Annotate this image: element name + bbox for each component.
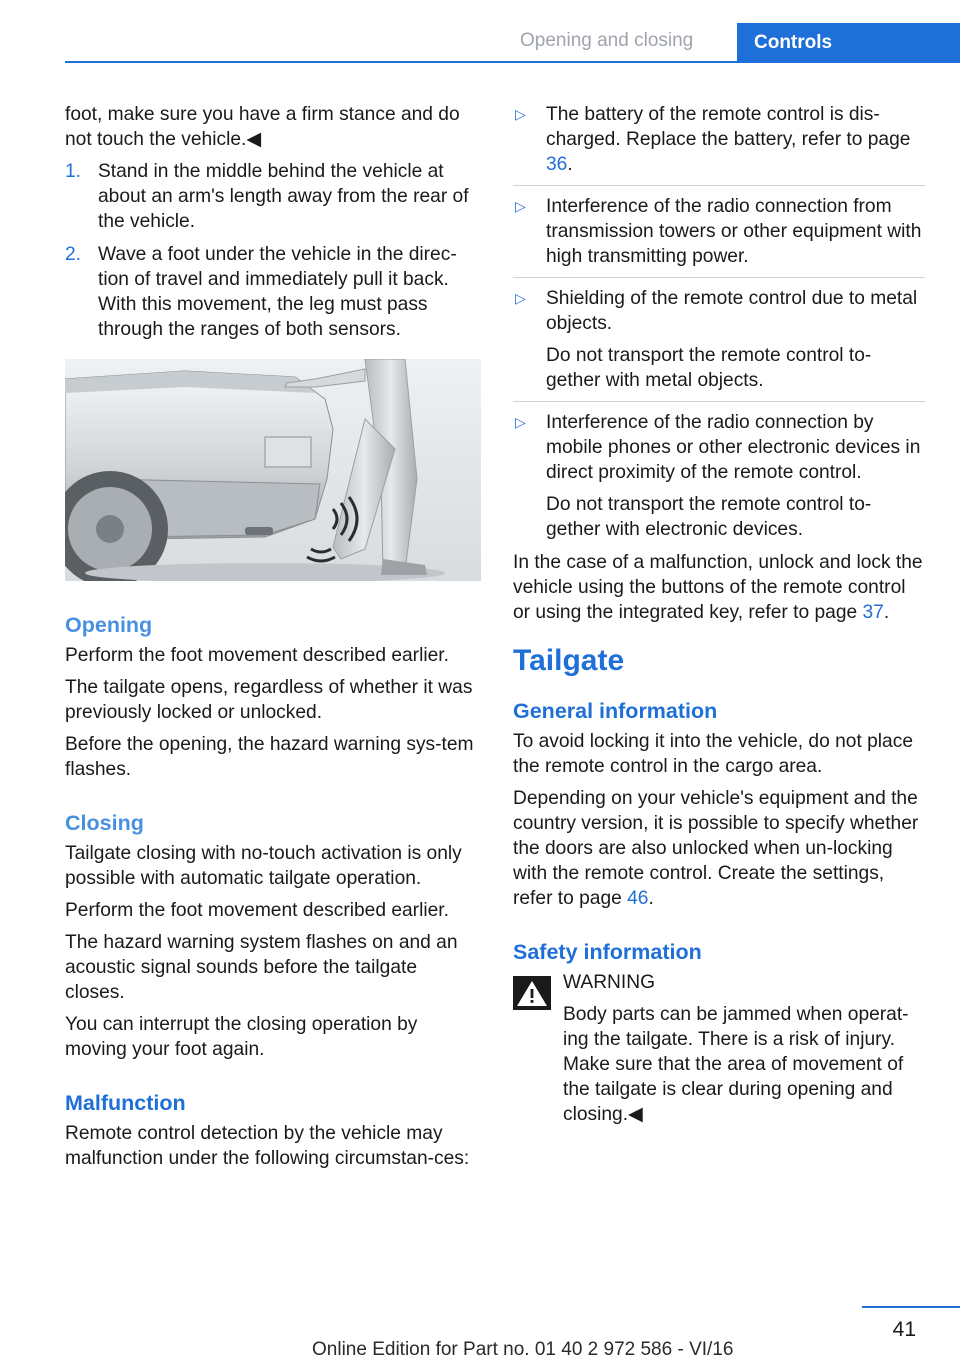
divider [513,401,925,402]
bullet-triangle-icon: ▷ [515,106,526,122]
page-link[interactable]: 37 [862,602,884,623]
warning-text: Body parts can be jammed when operat‐ing the tailgate. There is a risk of injury. Make sure that the area of movement of the tailgate is clear during opening and closing.◀ [563,1004,909,1125]
step-number: 1. [65,161,82,182]
step-text: Stand in the middle behind the vehicle at about an arm's length away from the rear of the vehicle. [98,161,469,232]
general-info-heading: General information [513,699,718,723]
opening-paragraph: Before the opening, the hazard warning sys‐tem flashes. [65,734,474,780]
foot-gesture-illustration [65,359,481,581]
bullet-text: Shielding of the remote control due to metal objects. [546,288,918,334]
bullet-text-end: . [567,154,573,175]
malfunction-heading: Malfunction [65,1091,186,1115]
header-chapter-tab: Controls [737,23,960,63]
list-item [513,194,925,269]
header-section-title: Opening and closing [520,30,694,51]
warning-triangle-icon [513,976,551,1010]
bullet-triangle-icon: ▷ [515,290,526,306]
general-paragraph: To avoid locking it into the vehicle, do not place the remote control in the cargo area. [513,731,913,777]
list-item [513,102,925,177]
step-item [65,159,481,234]
intro-paragraph: foot, make sure you have a firm stance and do not touch the vehicle.◀ [65,104,460,150]
general-paragraph: Depending on your vehicle's equipment and the country version, it is possible to specify whether the doors are also unlocked when un‐locking with the remote control. Create the settings, refer to page 46. [513,788,919,909]
bullet-triangle-icon: ▷ [515,414,526,430]
step-text: Wave a foot under the vehicle in the direc‐tion of travel and immediately pull it back. With this movement, the leg must pass through the ranges of both sensors. [98,244,457,340]
closing-heading: Closing [65,811,144,835]
divider [513,277,925,278]
step-item [65,242,481,342]
opening-paragraph: Perform the foot movement described earlier. [65,645,449,666]
bullet-text: Interference of the radio connection by mobile phones or other electronic devices in direct proximity of the remote control. [546,412,921,483]
header-rule [65,61,960,63]
closing-paragraph: Tailgate closing with no-touch activation is only possible with automatic tailgate operation. [65,843,462,889]
divider [513,185,925,186]
list-item [513,410,925,542]
car-rear-foot-sensor-image [65,359,481,581]
step-number: 2. [65,244,82,265]
page-link[interactable]: 46 [627,888,649,909]
page-link[interactable]: 36 [546,154,568,175]
opening-paragraph: The tailgate opens, regardless of whether it was previously locked or unlocked. [65,677,473,723]
list-item [513,286,925,393]
malfunction-remedy-paragraph: In the case of a malfunction, unlock and lock the vehicle using the buttons of the remote control or using the integrated key, refer to page 37. [513,552,923,623]
malfunction-paragraph: Remote control detection by the vehicle may malfunction under the following circumstan‐ces: [65,1123,470,1169]
steps-list [65,159,481,342]
bullet-triangle-icon: ▷ [515,198,526,214]
warning-label: WARNING [563,972,656,993]
closing-paragraph: You can interrupt the closing operation by moving your foot again. [65,1014,418,1060]
bullet-subtext: Do not transport the remote control to‐gether with electronic devices. [546,494,872,540]
malfunction-causes-list [513,102,925,542]
footer-rule [862,1306,960,1308]
page-number: 41 [892,1318,916,1341]
closing-paragraph: Perform the foot movement described earlier. [65,900,449,921]
warning-block [513,970,925,1127]
safety-info-heading: Safety information [513,940,702,964]
right-column [513,102,925,1127]
left-column [65,102,481,1178]
bullet-subtext: Do not transport the remote control to‐gether with metal objects. [546,345,872,391]
opening-heading: Opening [65,613,153,637]
bullet-text: Interference of the radio connection from transmission towers or other equipment with high transmitting power. [546,196,922,267]
edition-note: Online Edition for Part no. 01 40 2 972 586 - VI/16 [312,1339,734,1360]
closing-paragraph: The hazard warning system flashes on and an acoustic signal sounds before the tailgate closes. [65,932,458,1003]
bullet-text: The battery of the remote control is dis‐charged. Replace the battery, refer to page [546,104,911,150]
tailgate-title: Tailgate [513,644,625,677]
